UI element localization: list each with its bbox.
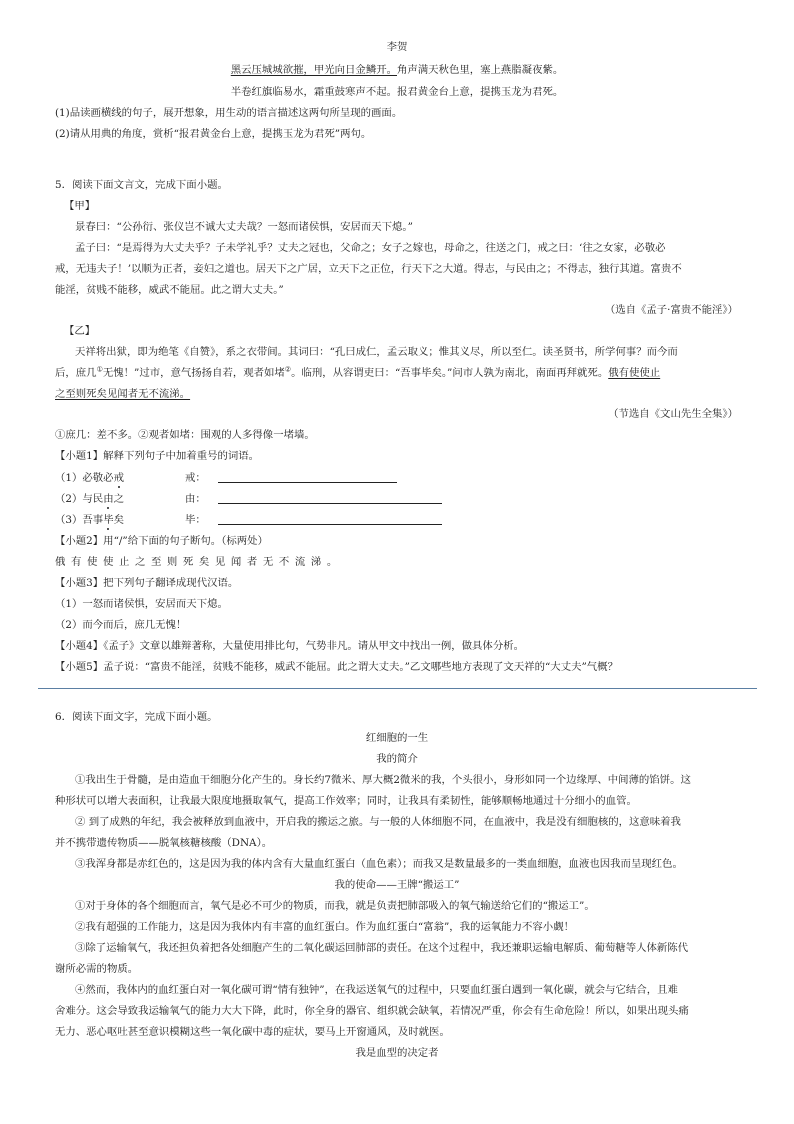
answer-line[interactable] [218,482,397,483]
q6-p2-line-2: 并不携带遗传物质——脱氧核糖核酸（DNA）。 [55,837,273,849]
q5-jia-p2-line-2: 戒，无违夫子！’以顺为正者，妾妇之道也。居天下之广居，立天下之正位，行天下之大道。得志，与民由之；不得志，独行其道。富贵不 [55,263,682,275]
q5-yi-line-2-b: 无愧！”过市，意气扬扬自若，观者如堵 [102,367,285,379]
q6-p1-line-2: 种形状可以增大表面积，让我最大限度地摄取氧气，提高工作效率；同时，让我具有柔韧性，能够顺畅地通过十分细小的血管。 [55,795,637,807]
q5-sub2-text: 俄有使使止之至则死矣见闻者无不流涕。 [55,556,343,568]
q5-yi-line-1: 天祥将出狱，即为绝笔《自赞》，系之衣带间。其词曰：“孔曰成仁，孟云取义；惟其义尽，所以至仁。读圣贤书，所学何事？而今而 [75,346,678,358]
q5-jia-p2-line-1: 孟子曰：“是焉得为大丈夫乎？子未学礼乎？丈夫之冠也，父命之；女子之嫁也，母命之，往送之门，戒之曰：‘往之女家，必敬必 [75,242,666,254]
q5-yi-label: 【乙】 [64,325,96,337]
emphasis-word: 由 [103,493,114,505]
q5-yi-line-3-underlined: 之至则死矣见闻者无不流涕。 [55,388,191,400]
q5-sub2: 【小题2】用“/”给下面的句子断句。（标两处） [55,535,268,547]
q5-sub1-word-3: 毕： [185,514,206,526]
q6-m4-line-1: ④然而，我体内的血红蛋白对一氧化碳可谓“情有独钟”，在我运送氧气的过程中，只要血红蛋白遇到一氧化碳，就会与它结合，且难 [75,984,678,996]
q6-m3-line-1: ③除了运输氧气，我还担负着把各处细胞产生的二氧化碳运回肺部的责任。在这个过程中，我还兼职运输电解质、葡萄糖等人体新陈代 [75,942,689,954]
q5-sub1: 【小题1】解释下列句子中加着重号的词语。 [55,450,260,462]
emphasis-word: 毕 [103,514,114,526]
poem-line-1-rest: 角声满天秋色里，塞上燕脂凝夜紫。 [397,64,564,76]
q6-m2: ②我有超强的工作能力，这是因为我体内有丰富的血红蛋白。作为血红蛋白“富翁”，我的运氧能力不容小觑！ [75,921,574,933]
q6-section-1-title: 我的简介 [376,753,418,765]
q5-yi-source: （节选自《文山先生全集》） [608,408,738,420]
poem-line-1-underlined: 黑云压城城欲摧，甲光向日金鳞开。 [230,64,397,76]
q5-sub1-item-1: （1）必敬必戒 [55,472,124,484]
q6-m3-line-2: 谢所必需的物质。 [55,963,139,975]
section-divider [38,688,757,689]
q5-yi-line-2 [55,366,660,380]
q5-yi-line-2-underlined: 俄有使使止 [608,367,661,379]
q6-m1: ①对于身体的各个细胞而言，氧气是必不可少的物质，而我，就是负责把肺部吸入的氧气输送给它们的“搬运工”。 [75,900,595,912]
q5-jia-p1: 景春曰：“公孙衍、张仪岂不诚大丈夫哉？一怒而诸侯惧，安居而天下熄。” [75,221,413,233]
q5-jia-source: （选自《孟子·富贵不能淫》） [604,304,738,316]
emphasis-word: 戒 [113,472,124,484]
q5-sub3-item-1: （1）一怒而诸侯惧，安居而天下熄。 [55,598,228,610]
q5-jia-p2-line-3: 能淫，贫贱不能移，威武不能屈。此之谓大丈夫。” [55,284,284,296]
q5-notes: ①庶几：差不多。②观者如堵：围观的人多得像一堵墙。 [55,429,315,441]
q5-sub1-word-2: 由： [185,493,206,505]
q6-p1-line-1: ①我出生于骨髓，是由造血干细胞分化产生的。身长约7微米、厚大概2微米的我，个头很小，身形如同一个边缘厚、中间薄的馅饼。这 [75,774,691,786]
answer-line[interactable] [218,524,442,525]
q6-p2-line-1: ② 到了成熟的年纪，我会被释放到血液中，开启我的搬运之旅。与一般的人体细胞不同，在血液中，我是没有细胞核的，这意味着我 [75,816,681,828]
q5-sub3-item-2: （2）而今而后，庶几无愧！ [55,619,187,631]
answer-line[interactable] [218,503,442,504]
q5-jia-label: 【甲】 [64,200,96,212]
q5-sub1-item-2: （2）与民由之 [55,493,124,505]
q5-heading: 5．阅读下面文言文，完成下面小题。 [55,179,228,191]
q6-p3: ③我浑身都是赤红色的，这是因为我的体内含有大量血红蛋白（血色素）；而我又是数量最多的一类血细胞，血液也因我而呈现红色。 [75,858,683,870]
footnote-marker-1: ① [96,365,103,374]
poem-question-1: (1)品读画横线的句子，展开想象，用生动的语言描述这两句所呈现的画面。 [55,107,403,119]
poem-line-2: 半卷红旗临易水，霜重鼓寒声不起。报君黄金台上意，提携玉龙为君死。 [230,86,564,98]
poem-author: 李贺 [386,41,408,53]
q6-section-3-title: 我是血型的决定者 [355,1047,439,1059]
q6-section-2-title: 我的使命——王牌“搬运工” [334,879,460,891]
q5-sub1-word-1: 戒： [185,472,206,484]
q6-m4-line-2: 舍难分。这会导致我运输氧气的能力大大下降，此时，你全身的器官、组织就会缺氧，若情况严重，你会有生命危险！所以，如果出现头痛 [55,1005,689,1017]
q5-yi-line-2-a: 后，庶几 [55,367,97,379]
q6-m4-line-3: 无力、恶心呕吐甚至意识模糊这些一氧化碳中毒的症状，要马上开窗通风，及时就医。 [55,1026,450,1038]
q5-sub1-item-3: （3）吾事毕矣 [55,514,124,526]
footnote-marker-2: ② [284,365,292,374]
q5-yi-line-2-c: 。临刑，从容谓吏曰：“吾事毕矣。”问市人孰为南北，南面再拜就死。 [291,367,609,379]
q5-sub5: 【小题5】孟子说：“富贵不能淫，贫贱不能移，威武不能屈。此之谓大丈夫。”乙文哪些地方表现了文天祥的“大丈夫”气概？ [55,661,618,673]
q5-sub4: 【小题4】《孟子》文章以雄辩著称，大量使用排比句，气势非凡。请从甲文中找出一例，做具体分析。 [55,640,524,652]
q6-heading: 6．阅读下面文字，完成下面小题。 [55,711,218,723]
q5-sub3: 【小题3】把下列句子翻译成现代汉语。 [55,577,239,589]
poem-line-1 [0,63,794,77]
q6-title: 红细胞的一生 [365,732,429,744]
poem-question-2: (2)请从用典的角度，赏析“报君黄金台上意，提携玉龙为君死”两句。 [55,128,372,140]
